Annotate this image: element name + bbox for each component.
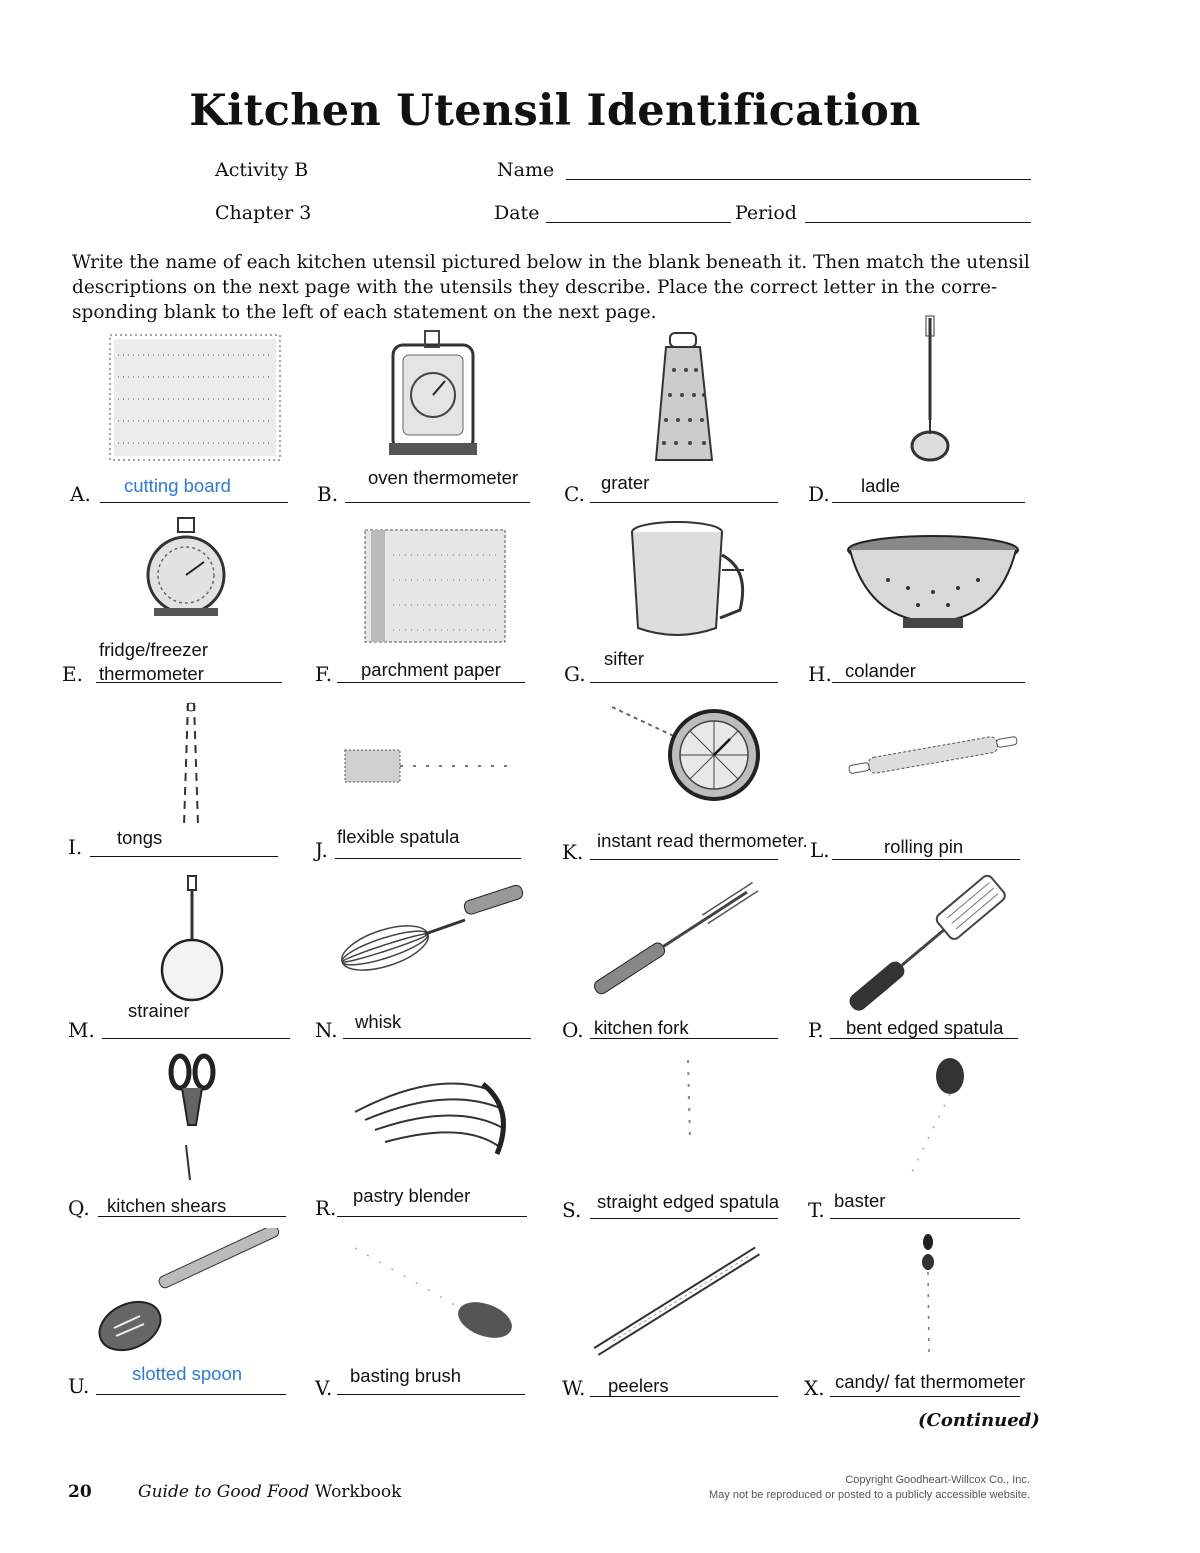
- baster-icon: [808, 1050, 1033, 1190]
- item-letter: A.: [70, 482, 91, 506]
- continued-note: (Continued): [918, 1410, 1040, 1431]
- answer-text: strainer: [128, 1000, 190, 1021]
- answer-blank[interactable]: [590, 859, 778, 860]
- answer-text: slotted spoon: [132, 1363, 243, 1384]
- answer-blank[interactable]: [832, 502, 1025, 503]
- utensil-item-p: [808, 872, 1033, 1052]
- utensil-item-w: [562, 1228, 787, 1408]
- rolling-pin-icon: [808, 695, 1033, 835]
- item-letter: W.: [562, 1376, 586, 1400]
- straight-spatula-icon: [562, 1050, 787, 1190]
- period-label: Period: [735, 202, 797, 224]
- item-letter: L.: [810, 838, 830, 862]
- item-letter: T.: [808, 1198, 825, 1222]
- utensil-item-i: [70, 695, 295, 875]
- peeler-icon: [562, 1228, 787, 1368]
- name-field[interactable]: [566, 179, 1031, 180]
- utensil-item-u: [70, 1228, 295, 1408]
- answer-text: oven thermometer: [368, 467, 519, 488]
- answer-text: basting brush: [350, 1365, 462, 1386]
- answer-blank[interactable]: [337, 1216, 527, 1217]
- utensil-item-l: [808, 695, 1033, 875]
- book-title-italic: Guide to Good Food: [138, 1482, 310, 1502]
- answer-text: bent edged spatula: [846, 1017, 1004, 1038]
- book-title-rest: Workbook: [314, 1482, 402, 1502]
- item-letter: H.: [808, 662, 832, 686]
- grater-icon: [562, 325, 787, 475]
- answer-blank[interactable]: [335, 858, 521, 859]
- answer-blank[interactable]: [337, 1394, 525, 1395]
- chapter-label: Chapter 3: [215, 202, 312, 224]
- date-field[interactable]: [546, 222, 731, 223]
- date-label: Date: [494, 202, 540, 224]
- slotted-spoon-icon: [70, 1228, 295, 1368]
- answer-blank[interactable]: [830, 1218, 1020, 1219]
- utensil-item-f: [315, 510, 540, 690]
- ladle-icon: [808, 310, 1033, 475]
- answer-blank[interactable]: [832, 859, 1020, 860]
- answer-text: grater: [601, 472, 650, 493]
- item-letter: B.: [317, 482, 339, 506]
- item-letter: E.: [62, 662, 83, 686]
- answer-blank[interactable]: [345, 502, 530, 503]
- answer-blank[interactable]: [832, 682, 1025, 683]
- utensil-item-m: [70, 872, 295, 1052]
- colander-icon: [808, 510, 1033, 650]
- utensil-item-n: [315, 872, 540, 1052]
- instant-thermometer-icon: [562, 695, 787, 835]
- answer-blank[interactable]: [830, 1396, 1020, 1397]
- item-letter: X.: [804, 1376, 825, 1400]
- answer-text: instant read thermometer.: [597, 830, 808, 851]
- answer-text: baster: [834, 1190, 886, 1211]
- flexible-spatula-icon: [315, 695, 540, 835]
- utensil-item-j: [315, 695, 540, 875]
- copyright-line-1: Copyright Goodheart-Willcox Co., Inc.: [845, 1474, 1030, 1486]
- page-number: 20: [68, 1482, 92, 1502]
- answer-text: ladle: [861, 475, 901, 496]
- answer-text: candy/ fat thermometer: [835, 1371, 1026, 1392]
- answer-text: parchment paper: [361, 659, 501, 680]
- answer-blank[interactable]: [90, 856, 278, 857]
- book-title: [138, 1482, 401, 1502]
- answer-text: fridge/freezer thermometer: [99, 639, 208, 684]
- sifter-icon: [562, 510, 787, 650]
- answer-text: cutting board: [124, 475, 231, 496]
- item-letter: C.: [564, 482, 585, 506]
- answer-text: tongs: [117, 827, 163, 848]
- answer-text: rolling pin: [884, 836, 964, 857]
- answer-blank[interactable]: [102, 1038, 290, 1039]
- candy-thermometer-icon: [808, 1228, 1033, 1368]
- utensil-item-k: [562, 695, 808, 875]
- item-letter: S.: [562, 1198, 582, 1222]
- answer-text: whisk: [355, 1011, 402, 1032]
- page-title: Kitchen Utensil Identification: [189, 86, 921, 136]
- answer-text: pastry blender: [353, 1185, 471, 1206]
- fridge-thermometer-icon: [70, 510, 295, 640]
- oven-thermometer-icon: [315, 325, 540, 475]
- utensil-item-o: [562, 872, 787, 1052]
- utensil-item-g: [562, 510, 787, 690]
- answer-text: colander: [845, 660, 916, 681]
- item-letter: I.: [68, 835, 83, 859]
- utensil-item-r: [315, 1050, 540, 1230]
- answer-text: peelers: [608, 1375, 669, 1396]
- cutting-board-icon: [70, 325, 295, 475]
- answer-blank[interactable]: [337, 682, 525, 683]
- answer-text: kitchen fork: [594, 1017, 689, 1038]
- item-letter: P.: [808, 1018, 824, 1042]
- item-letter: J.: [315, 838, 328, 862]
- whisk-icon: [315, 872, 540, 1012]
- item-letter: Q.: [68, 1196, 90, 1220]
- utensil-item-v: [315, 1228, 540, 1408]
- item-letter: V.: [315, 1376, 333, 1400]
- utensil-item-b: [315, 325, 540, 505]
- item-letter: U.: [68, 1374, 90, 1398]
- item-letter: O.: [562, 1018, 584, 1042]
- copyright-line-2: May not be reproduced or posted to a publicly accessible website.: [708, 1489, 1030, 1501]
- strainer-icon: [70, 872, 295, 1012]
- answer-blank[interactable]: [343, 1038, 531, 1039]
- period-field[interactable]: [805, 222, 1031, 223]
- utensil-item-t: [808, 1050, 1033, 1230]
- kitchen-fork-icon: [562, 872, 787, 1012]
- answer-text: straight edged spatula: [597, 1191, 780, 1212]
- bent-spatula-icon: [808, 872, 1033, 1012]
- answer-text: kitchen shears: [107, 1195, 227, 1216]
- answer-blank[interactable]: [96, 1394, 286, 1395]
- utensil-item-e: [62, 510, 295, 690]
- answer-blank[interactable]: [590, 502, 778, 503]
- item-letter: D.: [808, 482, 830, 506]
- answer-blank[interactable]: [590, 1218, 778, 1219]
- answer-text: flexible spatula: [337, 826, 460, 847]
- utensil-item-d: [808, 310, 1033, 506]
- instructions-text: Write the name of each kitchen utensil pictured below in the blank beneath it. Then match the utensil descriptions on the next page with the utensils they describe. Place the correct letter in the corre-sponding blank to the left of each statement on the next page.: [72, 252, 1030, 323]
- item-letter: M.: [68, 1018, 95, 1042]
- utensil-item-h: [808, 510, 1033, 690]
- activity-label: Activity B: [215, 159, 309, 181]
- answer-blank[interactable]: [590, 682, 778, 683]
- answer-text: sifter: [604, 648, 645, 669]
- pastry-blender-icon: [315, 1050, 540, 1190]
- utensil-item-a: [70, 325, 295, 505]
- tongs-icon: [70, 695, 295, 835]
- item-letter: G.: [564, 662, 586, 686]
- basting-brush-icon: [315, 1228, 540, 1368]
- utensil-item-q: [70, 1050, 295, 1230]
- utensil-item-x: [804, 1228, 1033, 1408]
- item-letter: R.: [315, 1196, 337, 1220]
- utensil-item-s: [562, 1050, 787, 1230]
- name-label: Name: [497, 159, 555, 181]
- item-letter: K.: [562, 840, 584, 864]
- item-letter: F.: [315, 662, 333, 686]
- parchment-paper-icon: [315, 510, 540, 650]
- kitchen-shears-icon: [70, 1050, 295, 1190]
- item-letter: N.: [315, 1018, 338, 1042]
- utensil-item-c: [562, 325, 787, 505]
- answer-blank[interactable]: [100, 502, 288, 503]
